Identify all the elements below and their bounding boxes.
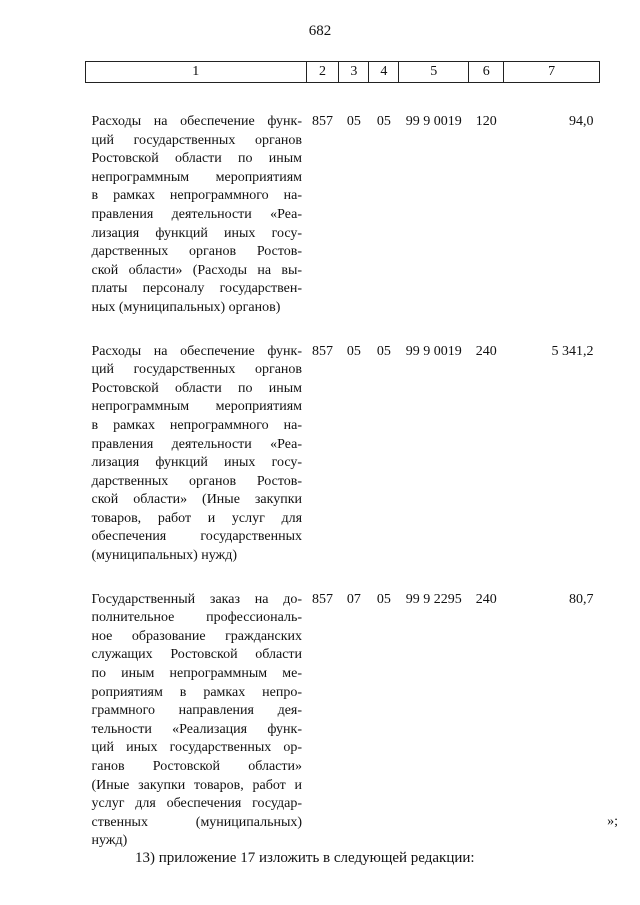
page-number: 682: [308, 23, 332, 39]
description-line: Ростовской области по иным: [91, 380, 303, 396]
expense-type-code: 240: [475, 591, 497, 607]
table-row: [86, 83, 600, 334]
description-line: дарственных органов Ростов-: [91, 244, 303, 260]
description-line: непрограммным мероприятиям: [91, 399, 303, 415]
description-line: по иным непрограммным ме-: [91, 666, 303, 682]
section-code: 05: [346, 343, 361, 359]
description-line: дарственных органов Ростов-: [91, 473, 303, 489]
description-line: граммного направления дея-: [91, 703, 303, 719]
description-line: ций государственных органов: [91, 362, 303, 378]
budget-table: [85, 61, 600, 867]
column-header-6: 6: [469, 62, 504, 83]
column-header-5: 5: [399, 62, 469, 83]
description-line: полнительное профессиональ-: [91, 610, 303, 626]
description-line: лизация функций иных госу-: [91, 455, 303, 471]
description-line: Расходы на обеспечение функ-: [91, 343, 303, 359]
description-line: (муниципальных) нужд): [91, 548, 238, 564]
table-row: [86, 582, 600, 867]
column-header-1: 1: [86, 62, 307, 83]
expense-type-code: 120: [475, 114, 497, 129]
description-line: ций государственных органов: [91, 132, 303, 148]
description-line: ций иных государственных ор-: [91, 740, 303, 756]
description-line: непрограммным мероприятиям: [91, 169, 303, 185]
description-line: товаров, работ и услуг для: [91, 510, 303, 526]
description-line: Расходы на обеспечение функ-: [91, 114, 303, 129]
target-item-code: 99 9 2295: [405, 591, 462, 607]
table-row: [86, 334, 600, 582]
target-item-code: 99 9 0019: [405, 114, 462, 129]
column-header-7: 7: [504, 62, 600, 83]
description-line: ской области» (Иные закупки: [91, 492, 303, 508]
subsection-code: 05: [376, 343, 391, 359]
amendment-paragraph: 13) приложение 17 изложить в следующей редакции:: [135, 850, 475, 866]
subsection-code: 05: [376, 591, 391, 607]
description-line: услуг для обеспечения государ-: [91, 796, 303, 812]
description-line: в рамках непрограммного на-: [91, 417, 303, 433]
closing-quote-mark: »;: [607, 814, 618, 829]
description-line: в рамках непрограммного на-: [91, 188, 303, 204]
row-description: [86, 582, 307, 867]
expense-type-code: 240: [475, 343, 497, 359]
ministry-code: 857: [312, 114, 333, 129]
description-line: роприятиям в рамках непро-: [91, 684, 303, 700]
ministry-code: 857: [312, 591, 333, 607]
description-line: ных (муниципальных) органов): [91, 299, 281, 315]
description-line: нужд): [91, 833, 128, 849]
description-line: ственных (муниципальных): [91, 814, 303, 830]
subsection-code: 05: [376, 114, 391, 129]
description-line: лизация функций иных госу-: [91, 225, 303, 241]
description-line: Ростовской области по иным: [91, 151, 303, 167]
description-line: Государственный заказ на до-: [91, 591, 303, 607]
row-description: [86, 83, 307, 334]
table-header-row: [86, 62, 600, 83]
column-header-4: 4: [369, 62, 399, 83]
description-line: ное образование гражданских: [91, 628, 303, 644]
amount: 80,7: [569, 591, 594, 607]
description-line: служащих Ростовской области: [91, 647, 303, 663]
column-header-3: 3: [339, 62, 369, 83]
description-line: ской области» (Расходы на вы-: [91, 262, 303, 278]
section-code: 05: [346, 114, 361, 129]
amount: 94,0: [569, 114, 594, 129]
amount: 5 341,2: [551, 343, 594, 359]
row-description: [86, 334, 307, 582]
description-line: платы персоналу государствен-: [91, 281, 303, 297]
target-item-code: 99 9 0019: [405, 343, 462, 359]
description-line: обеспечения государственных: [91, 529, 303, 545]
description-line: тельности «Реализация функ-: [91, 721, 303, 737]
column-header-2: 2: [306, 62, 339, 83]
section-code: 07: [346, 591, 361, 607]
ministry-code: 857: [312, 343, 333, 359]
description-line: правления деятельности «Реа-: [91, 436, 303, 452]
description-line: (Иные закупки товаров, работ и: [91, 777, 303, 793]
description-line: правления деятельности «Реа-: [91, 206, 303, 222]
description-line: ганов Ростовской области»: [91, 759, 303, 774]
